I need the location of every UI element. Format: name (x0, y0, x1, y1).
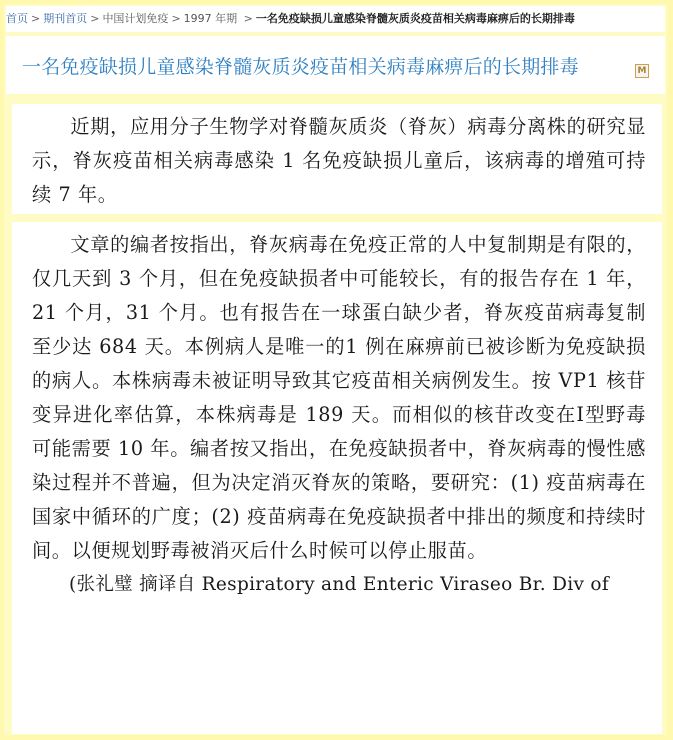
breadcrumb-current: 一名免疫缺损儿童感染脊髓灰质炎疫苗相关病毒麻痹后的长期排毒 (255, 12, 575, 25)
breadcrumb-separator: > (240, 12, 253, 25)
breadcrumb-journal-link[interactable]: 中国计划免疫 (102, 12, 169, 25)
breadcrumb-issue-link[interactable]: 1997 年期 (183, 12, 238, 25)
article-excerpt-2 (12, 222, 662, 734)
article-title: 一名免疫缺损儿童感染脊髓灰质炎疫苗相关病毒麻痹后的长期排毒 (22, 56, 579, 78)
breadcrumb-separator: > (31, 12, 41, 25)
breadcrumb (6, 6, 665, 32)
article-excerpt-1 (12, 104, 662, 214)
breadcrumb-separator: > (171, 12, 181, 25)
pdf-download-icon[interactable]: M (635, 64, 649, 78)
article-title-bar (6, 36, 665, 94)
breadcrumb-separator: > (90, 12, 100, 25)
source-footnote: (张礼璧 摘译自 Respiratory and Enteric Viraseo Br. Div of (69, 574, 610, 595)
body-paragraph-1: 近期，应用分子生物学对脊髓灰质炎（脊灰）病毒分离株的研究显示，脊灰疫苗相关病毒感染 1 名免疫缺损儿童后，该病毒的增殖可持续 7 年。 (32, 115, 646, 206)
breadcrumb-home-link[interactable]: 首页 (6, 12, 28, 25)
body-paragraph-2: 文章的编者按指出，脊灰病毒在免疫正常的人中复制期是有限的，仅几天到 3 个月，但在免疫缺损者中可能较长，有的报告存在 1 年，21 个月，31 个月。也有报告在一球蛋白缺少者，脊灰疫苗病毒复制至少达 684 天。本例病人是唯一的1 例在麻痹前已被诊断为免疫缺损的病人。本株病毒未被证明导致其它疫苗相关病例发生。按 VP1 核苷变异进化率估算，本株病毒是 189 天。而相似的核苷改变在Ⅰ型野毒可能需要 10 年。编者按又指出，在免疫缺损者中，脊灰病毒的慢性感染过程并不普遍，但为决定消灭脊灰的策略，要研究：(1) 疫苗病毒在国家中循环的广度；(2) 疫苗病毒在免疫缺损者中排出的频度和持续时间。以便规划野毒被消灭后什么时候可以停止服苗。 (32, 233, 646, 562)
breadcrumb-journal-home-link[interactable]: 期刊首页 (43, 12, 88, 25)
